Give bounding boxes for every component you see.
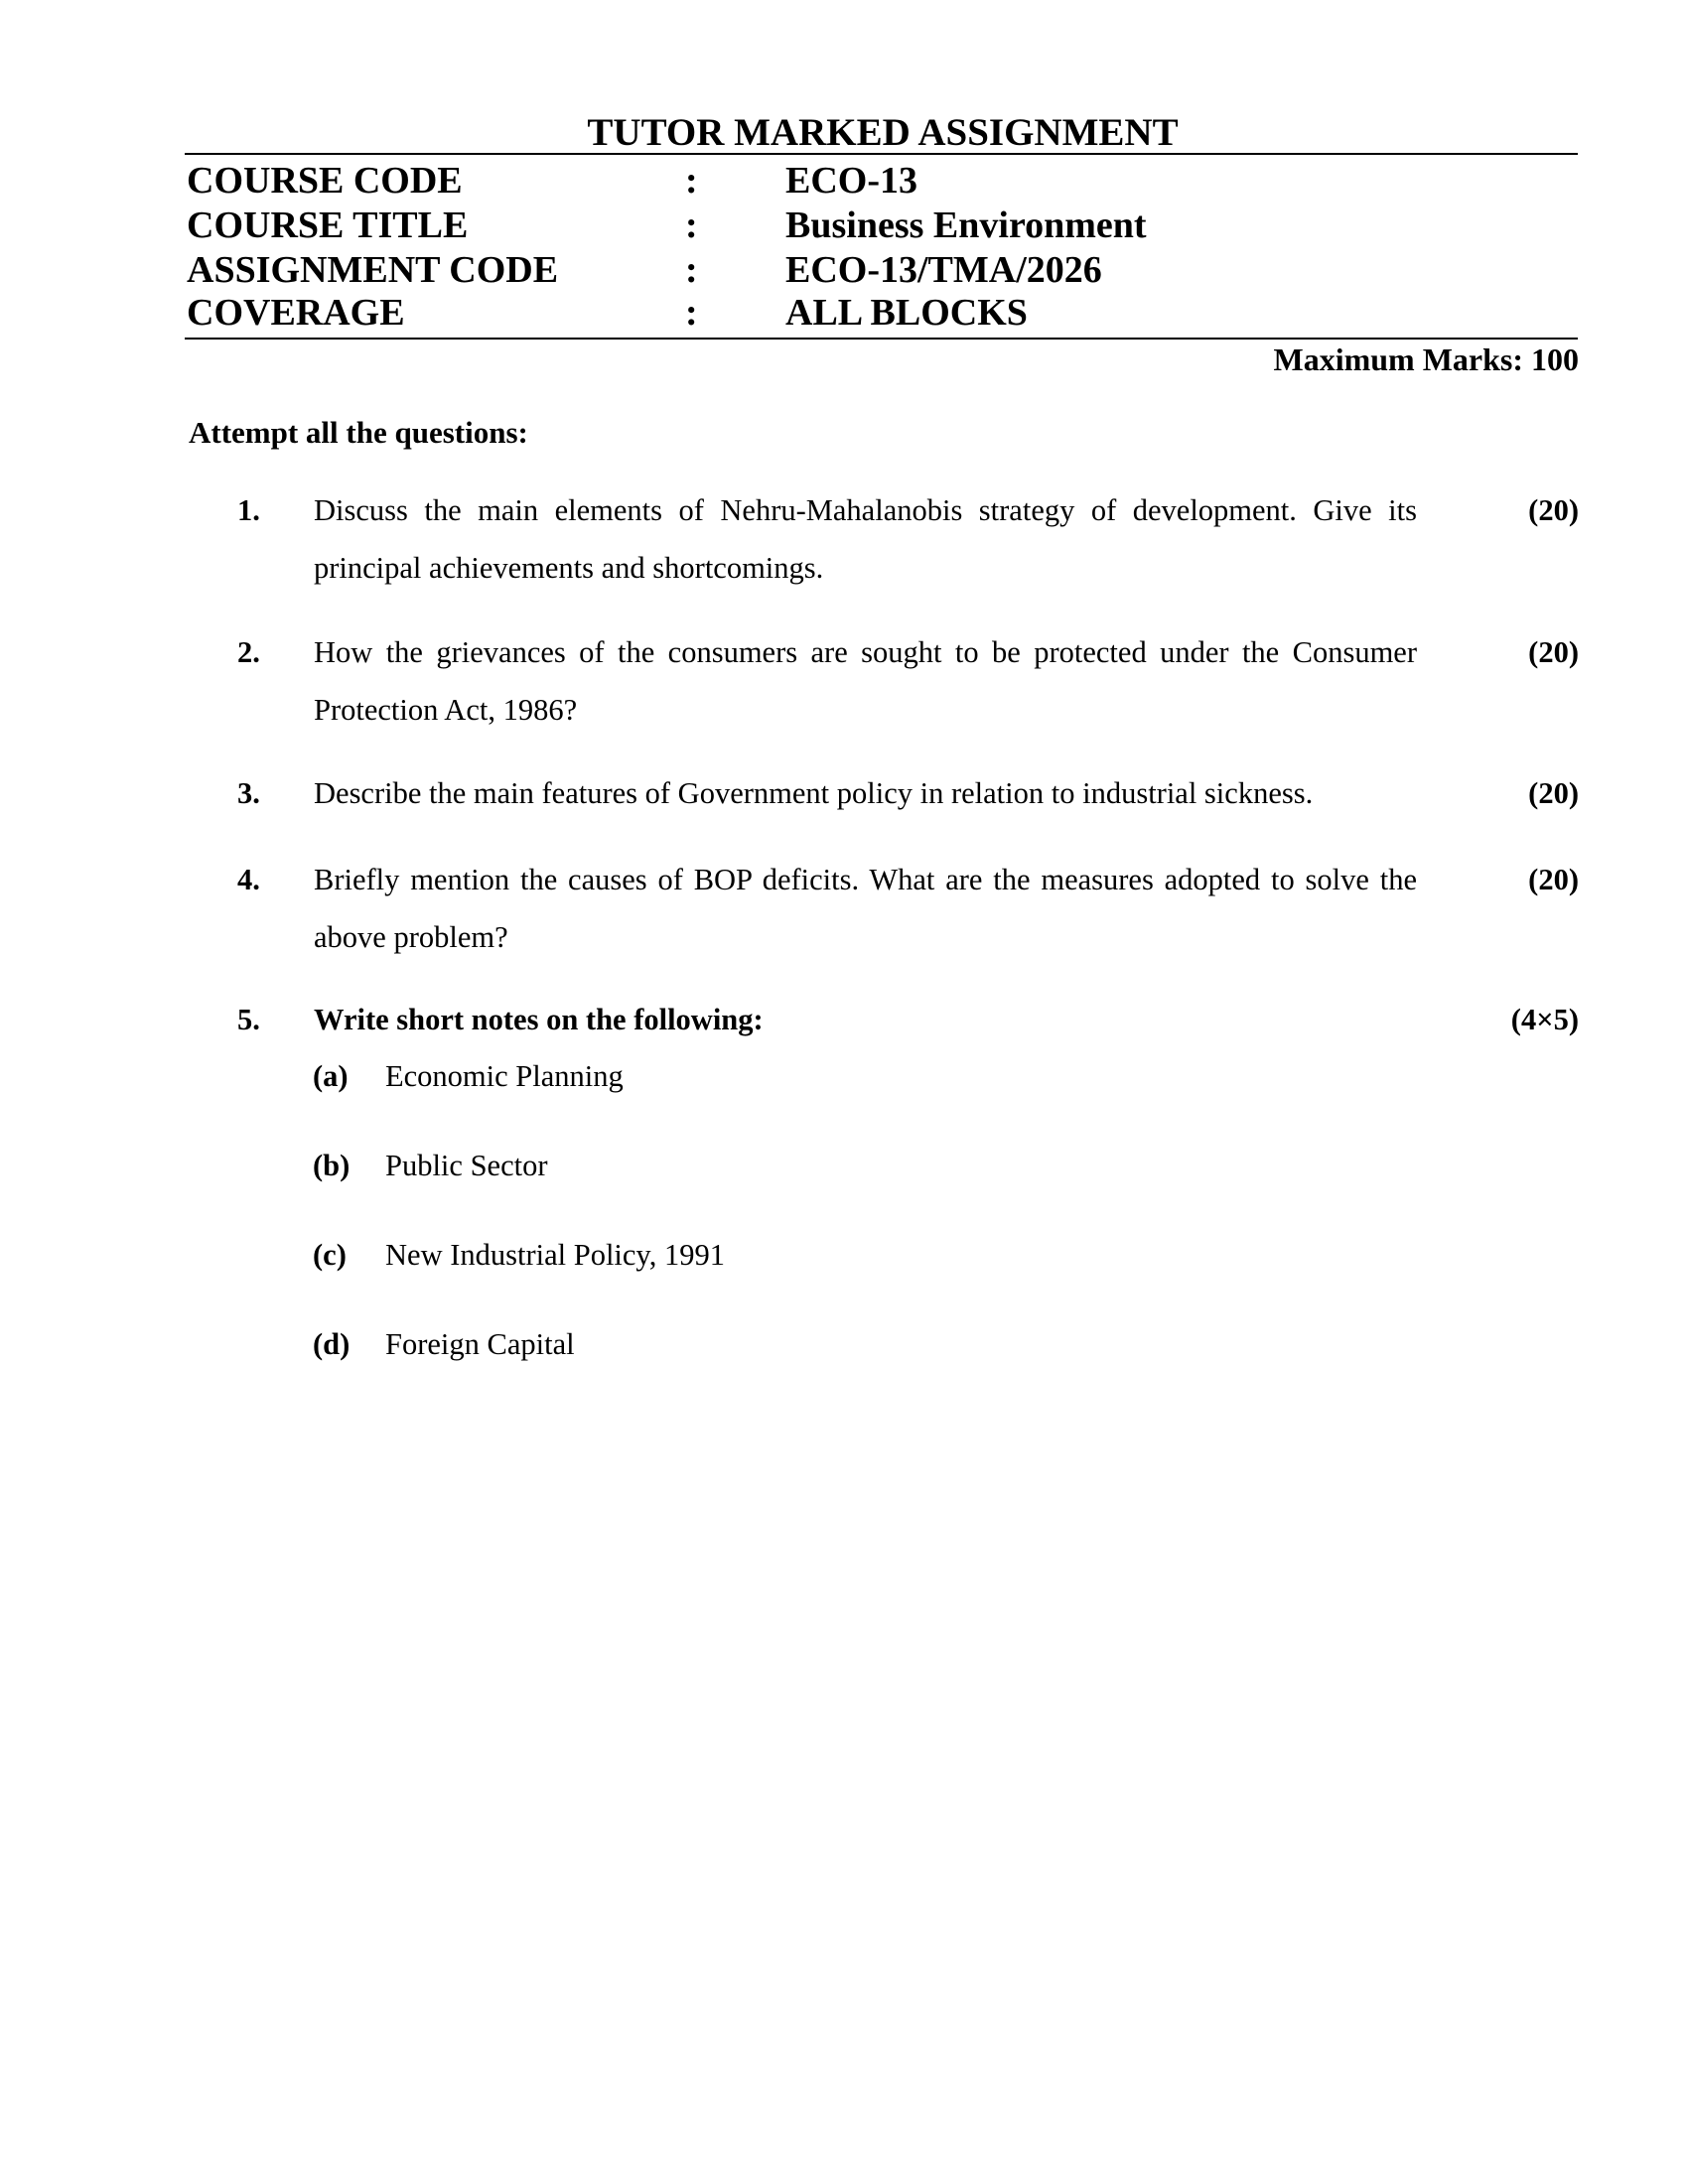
header-value: ECO-13/TMA/2026 — [785, 249, 1102, 291]
question-marks: (20) — [1528, 493, 1579, 527]
header-key: COURSE TITLE — [187, 205, 469, 246]
header-key: ASSIGNMENT CODE — [187, 249, 559, 291]
sub-item-text: Public Sector — [385, 1149, 548, 1182]
question-number: 2. — [237, 635, 260, 669]
header-value: Business Environment — [785, 205, 1147, 246]
header-separator: : — [685, 205, 698, 246]
header-value: ECO-13 — [785, 160, 917, 202]
header-key: COURSE CODE — [187, 160, 463, 202]
question-text: Describe the main features of Government policy in relation to industrial sickness. — [314, 776, 1314, 810]
question-number: 1. — [237, 493, 260, 527]
header-separator: : — [685, 160, 698, 202]
instruction: Attempt all the questions: — [189, 415, 528, 450]
document-title: TUTOR MARKED ASSIGNMENT — [587, 111, 1179, 154]
question-text: Write short notes on the following: — [314, 1003, 764, 1036]
question-number: 3. — [237, 776, 260, 810]
question-number: 5. — [237, 1003, 260, 1036]
header-value: ALL BLOCKS — [785, 292, 1028, 334]
question-text: Discuss the main elements of Nehru-Mahalanobis strategy of development. Give its principal achievements and shortcomings. — [314, 493, 1417, 585]
question-marks: (4×5) — [1510, 1003, 1579, 1036]
question-marks: (20) — [1528, 776, 1579, 810]
sub-item-label: (a) — [313, 1059, 349, 1093]
sub-item-label: (c) — [313, 1238, 347, 1272]
sub-item-text: Foreign Capital — [385, 1327, 575, 1361]
header-separator: : — [685, 292, 698, 334]
sub-item-label: (d) — [313, 1327, 351, 1361]
header-key: COVERAGE — [187, 292, 405, 334]
header-top-rule — [185, 153, 1578, 155]
sub-item-text: New Industrial Policy, 1991 — [385, 1238, 725, 1272]
question-marks: (20) — [1528, 635, 1579, 669]
question-marks: (20) — [1528, 863, 1579, 896]
question-text: How the grievances of the consumers are sought to be protected under the Consumer Protection Act, 1986? — [314, 635, 1417, 727]
question-text: Briefly mention the causes of BOP deficits. What are the measures adopted to solve the above problem? — [314, 863, 1417, 954]
sub-item-text: Economic Planning — [385, 1059, 624, 1093]
header-bottom-rule — [185, 338, 1578, 340]
question-number: 4. — [237, 863, 260, 896]
sub-item-label: (b) — [313, 1149, 351, 1182]
header-separator: : — [685, 249, 698, 291]
maximum-marks: Maximum Marks: 100 — [1273, 341, 1579, 377]
